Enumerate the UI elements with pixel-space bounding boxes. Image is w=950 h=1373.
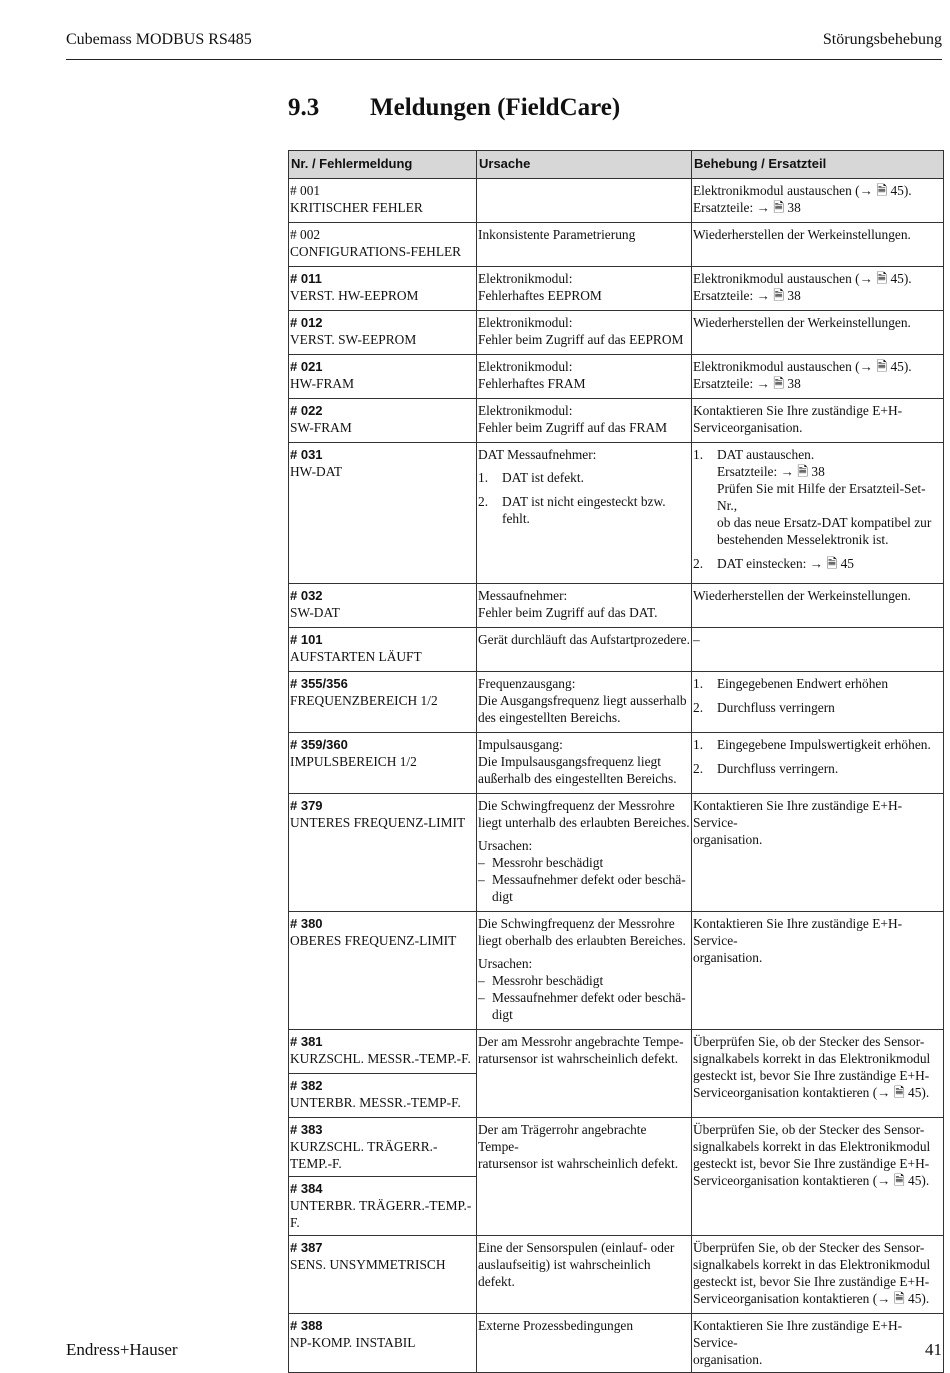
error-cell <box>289 399 477 443</box>
table-row <box>289 311 944 355</box>
list-item: 2. DAT einstecken: → 🗎 45 <box>693 556 854 571</box>
cause-text: Messaufnehmer: Fehler beim Zugriff auf das DAT. <box>478 588 658 620</box>
header-chapter: Störungsbehebung <box>822 31 942 48</box>
table-row <box>289 584 944 628</box>
column-header-cause: Ursache <box>477 151 692 179</box>
list-item: 1. Eingegebene Impulswertigkeit erhöhen. <box>693 737 931 752</box>
list-item: 2. Durchfluss verringern. <box>693 761 839 776</box>
error-cell <box>289 1177 477 1236</box>
reasons-list <box>478 972 690 1023</box>
error-message: HW-FRAM <box>290 376 354 391</box>
cause-cell <box>477 179 692 223</box>
table-row <box>289 1030 944 1074</box>
list-item: 1. Eingegebenen Endwert erhöhen <box>693 676 889 691</box>
error-cell <box>289 794 477 912</box>
list-item: – Messrohr beschädigt <box>478 973 604 988</box>
error-cell <box>289 1236 477 1314</box>
table-row <box>289 1118 944 1177</box>
remedy-cell <box>692 311 944 355</box>
error-cell <box>289 179 477 223</box>
error-message: AUFSTARTEN LÄUFT <box>290 649 422 664</box>
error-message: UNTERES FREQUENZ-LIMIT <box>290 815 466 830</box>
remedy-cell <box>692 1314 944 1373</box>
table-row <box>289 1314 944 1373</box>
reasons-heading: Ursachen: <box>478 956 533 971</box>
table-row <box>289 443 944 584</box>
cause-text: Die Schwingfrequenz der Messrohre liegt oberhalb des erlaubten Bereiches. <box>478 916 686 948</box>
remedy-cell <box>692 399 944 443</box>
cause-text: Elektronikmodul: Fehlerhaftes EEPROM <box>478 271 602 303</box>
cause-list <box>478 469 690 527</box>
error-cell <box>289 1314 477 1373</box>
remedy-text: Wiederherstellen der Werkeinstellungen. <box>693 227 911 242</box>
remedy-cell <box>692 672 944 733</box>
table-row <box>289 223 944 267</box>
section-heading: Meldungen (FieldCare) <box>370 94 621 121</box>
remedy-cell <box>692 179 944 223</box>
remedy-text: Elektronikmodul austauschen (→ 🗎 45). Ersatzteile: → 🗎 38 <box>693 271 912 303</box>
error-cell <box>289 584 477 628</box>
error-message: VERST. HW-EEPROM <box>290 288 419 303</box>
cause-text: Impulsausgang: Die Impulsausgangsfrequenz liegt außerhalb des eingestellten Bereichs. <box>478 737 677 786</box>
error-message: HW-DAT <box>290 464 343 479</box>
cause-text: Elektronikmodul: Fehler beim Zugriff auf das FRAM <box>478 403 668 435</box>
section-title <box>288 94 620 122</box>
remedy-cell <box>692 223 944 267</box>
remedy-text: Wiederherstellen der Werkeinstellungen. <box>693 315 911 330</box>
remedy-cell <box>692 733 944 794</box>
table-row <box>289 733 944 794</box>
error-message: CONFIGURATIONS-FEHLER <box>290 244 462 259</box>
cause-cell <box>477 223 692 267</box>
cause-cell <box>477 399 692 443</box>
remedy-text: Kontaktieren Sie Ihre zuständige E+H-Service- organisation. <box>693 1318 903 1367</box>
cause-cell <box>477 794 692 912</box>
cause-text: Der am Trägerrohr angebrachte Tempe- ratursensor ist wahrscheinlich defekt. <box>478 1122 679 1171</box>
remedy-list <box>693 736 942 777</box>
error-message: SENS. UNSYMMETRISCH <box>290 1257 446 1272</box>
error-code: # 001 <box>290 183 321 198</box>
list-item: – Messaufnehmer defekt oder beschä- digt <box>478 990 686 1022</box>
cause-text: Externe Prozessbedingungen <box>478 1318 634 1333</box>
error-code: # 379 <box>290 798 323 813</box>
error-message: VERST. SW-EEPROM <box>290 332 417 347</box>
remedy-text: Kontaktieren Sie Ihre zuständige E+H-Service- organisation. <box>693 798 903 847</box>
error-code: # 101 <box>290 632 323 647</box>
remedy-text: Kontaktieren Sie Ihre zuständige E+H-Service- organisation. <box>693 916 903 965</box>
remedy-cell <box>692 355 944 399</box>
messages-table <box>288 150 944 1373</box>
table-row <box>289 1236 944 1314</box>
error-code: # 002 <box>290 227 321 242</box>
error-code: # 012 <box>290 315 323 330</box>
table-row <box>289 628 944 672</box>
remedy-text: Elektronikmodul austauschen (→ 🗎 45). Ersatzteile: → 🗎 38 <box>693 359 912 391</box>
remedy-cell <box>692 443 944 584</box>
cause-cell <box>477 733 692 794</box>
table-row <box>289 672 944 733</box>
cause-cell <box>477 1118 692 1236</box>
remedy-cell <box>692 1118 944 1236</box>
error-message: UNTERBR. MESSR.-TEMP-F. <box>290 1095 461 1110</box>
list-item: – Messrohr beschädigt <box>478 855 604 870</box>
table-row <box>289 912 944 1030</box>
cause-cell <box>477 1236 692 1314</box>
cause-text: Frequenzausgang: Die Ausgangsfrequenz liegt ausserhalb des eingestellten Bereichs. <box>478 676 687 725</box>
error-code: # 011 <box>290 271 322 286</box>
table-row <box>289 267 944 311</box>
error-code: # 384 <box>290 1181 323 1196</box>
list-item: 1. DAT austauschen. Ersatzteile: → 🗎 38 Prüfen Sie mit Hilfe der Ersatzteil-Set-Nr., ob das neue Ersatz-DAT kompatibel zur bestehenden Messelektronik ist. <box>693 447 932 547</box>
page-number: 41 <box>925 1340 942 1359</box>
error-message: UNTERBR. TRÄGERR.-TEMP.-F. <box>290 1198 472 1230</box>
remedy-cell <box>692 1030 944 1118</box>
error-cell <box>289 267 477 311</box>
error-code: # 383 <box>290 1122 323 1137</box>
cause-cell <box>477 311 692 355</box>
cause-text: Gerät durchläuft das Aufstartprozedere. <box>478 632 690 647</box>
cause-text: Der am Messrohr angebrachte Tempe- ratursensor ist wahrscheinlich defekt. <box>478 1034 684 1066</box>
error-message: NP-KOMP. INSTABIL <box>290 1335 416 1350</box>
remedy-text: Elektronikmodul austauschen (→ 🗎 45). Ersatzteile: → 🗎 38 <box>693 183 912 215</box>
error-cell <box>289 311 477 355</box>
error-message: IMPULSBEREICH 1/2 <box>290 754 417 769</box>
remedy-text: Überprüfen Sie, ob der Stecker des Sensor- signalkabels korrekt in das Elektronikmodul gesteckt ist, bevor Sie Ihre zuständige E+H- Serviceorganisation kontaktieren (→ 🗎 45). <box>693 1240 931 1306</box>
remedy-cell <box>692 584 944 628</box>
remedy-cell <box>692 1236 944 1314</box>
cause-cell <box>477 443 692 584</box>
error-cell <box>289 733 477 794</box>
error-code: # 032 <box>290 588 323 603</box>
error-message: KURZSCHL. MESSR.-TEMP.-F. <box>290 1051 471 1066</box>
remedy-cell <box>692 267 944 311</box>
remedy-cell <box>692 628 944 672</box>
error-cell <box>289 628 477 672</box>
column-header-remedy: Behebung / Ersatzteil <box>692 151 944 179</box>
cause-text: Eine der Sensorspulen (einlauf- oder auslaufseitig) ist wahrscheinlich defekt. <box>478 1240 675 1289</box>
list-item: 2. Durchfluss verringern <box>693 700 835 715</box>
error-cell <box>289 1074 477 1118</box>
remedy-text: Kontaktieren Sie Ihre zuständige E+H- Serviceorganisation. <box>693 403 903 435</box>
remedy-cell <box>692 794 944 912</box>
error-code: # 355/356 <box>290 676 348 691</box>
error-code: # 380 <box>290 916 323 931</box>
remedy-cell <box>692 912 944 1030</box>
header-rule <box>66 59 942 60</box>
error-code: # 382 <box>290 1078 323 1093</box>
cause-text: Inkonsistente Parametrierung <box>478 227 636 242</box>
table-row <box>289 794 944 912</box>
error-cell <box>289 443 477 584</box>
list-item: 2. DAT ist nicht eingesteckt bzw. fehlt. <box>478 494 666 526</box>
error-cell <box>289 1118 477 1177</box>
error-code: # 022 <box>290 403 323 418</box>
table-row <box>289 355 944 399</box>
header-product: Cubemass MODBUS RS485 <box>66 31 252 48</box>
cause-cell <box>477 1030 692 1118</box>
cause-cell <box>477 584 692 628</box>
remedy-list <box>693 675 942 716</box>
list-item: – Messaufnehmer defekt oder beschä- digt <box>478 872 686 904</box>
reasons-list <box>478 854 690 905</box>
cause-text: Elektronikmodul: Fehler beim Zugriff auf das EEPROM <box>478 315 684 347</box>
error-code: # 388 <box>290 1318 323 1333</box>
reasons-heading: Ursachen: <box>478 838 533 853</box>
error-code: # 381 <box>290 1034 323 1049</box>
table-header-row <box>289 151 944 179</box>
cause-cell <box>477 628 692 672</box>
error-message: FREQUENZBEREICH 1/2 <box>290 693 438 708</box>
error-cell <box>289 672 477 733</box>
remedy-text: Wiederherstellen der Werkeinstellungen. <box>693 588 911 603</box>
cause-cell <box>477 267 692 311</box>
error-code: # 031 <box>290 447 323 462</box>
table-row <box>289 399 944 443</box>
error-message: KURZSCHL. TRÄGERR.-TEMP.-F. <box>290 1139 438 1171</box>
section-number: 9.3 <box>288 94 320 121</box>
error-cell <box>289 912 477 1030</box>
remedy-list <box>693 446 942 572</box>
cause-text: Elektronikmodul: Fehlerhaftes FRAM <box>478 359 586 391</box>
error-cell <box>289 355 477 399</box>
cause-text: DAT Messaufnehmer: <box>478 447 597 462</box>
remedy-text: Überprüfen Sie, ob der Stecker des Sensor- signalkabels korrekt in das Elektronikmodul gesteckt ist, bevor Sie Ihre zuständige E+H- Serviceorganisation kontaktieren (→ 🗎 45). <box>693 1034 931 1100</box>
cause-cell <box>477 1314 692 1373</box>
error-code: # 387 <box>290 1240 323 1255</box>
error-message: OBERES FREQUENZ-LIMIT <box>290 933 457 948</box>
remedy-text: – <box>693 632 700 647</box>
error-cell <box>289 223 477 267</box>
cause-cell <box>477 355 692 399</box>
error-message: SW-FRAM <box>290 420 352 435</box>
cause-text: Die Schwingfrequenz der Messrohre liegt unterhalb des erlaubten Bereiches. <box>478 798 690 830</box>
error-message: KRITISCHER FEHLER <box>290 200 423 215</box>
cause-cell <box>477 912 692 1030</box>
error-cell <box>289 1030 477 1074</box>
footer-company: Endress+Hauser <box>66 1340 178 1359</box>
table-row <box>289 179 944 223</box>
error-message: SW-DAT <box>290 605 340 620</box>
column-header-error: Nr. / Fehlermeldung <box>289 151 477 179</box>
error-code: # 021 <box>290 359 323 374</box>
cause-cell <box>477 672 692 733</box>
list-item: 1. DAT ist defekt. <box>478 470 584 485</box>
remedy-text: Überprüfen Sie, ob der Stecker des Sensor- signalkabels korrekt in das Elektronikmodul gesteckt ist, bevor Sie Ihre zuständige E+H- Serviceorganisation kontaktieren (→ 🗎 45). <box>693 1122 931 1188</box>
error-code: # 359/360 <box>290 737 348 752</box>
